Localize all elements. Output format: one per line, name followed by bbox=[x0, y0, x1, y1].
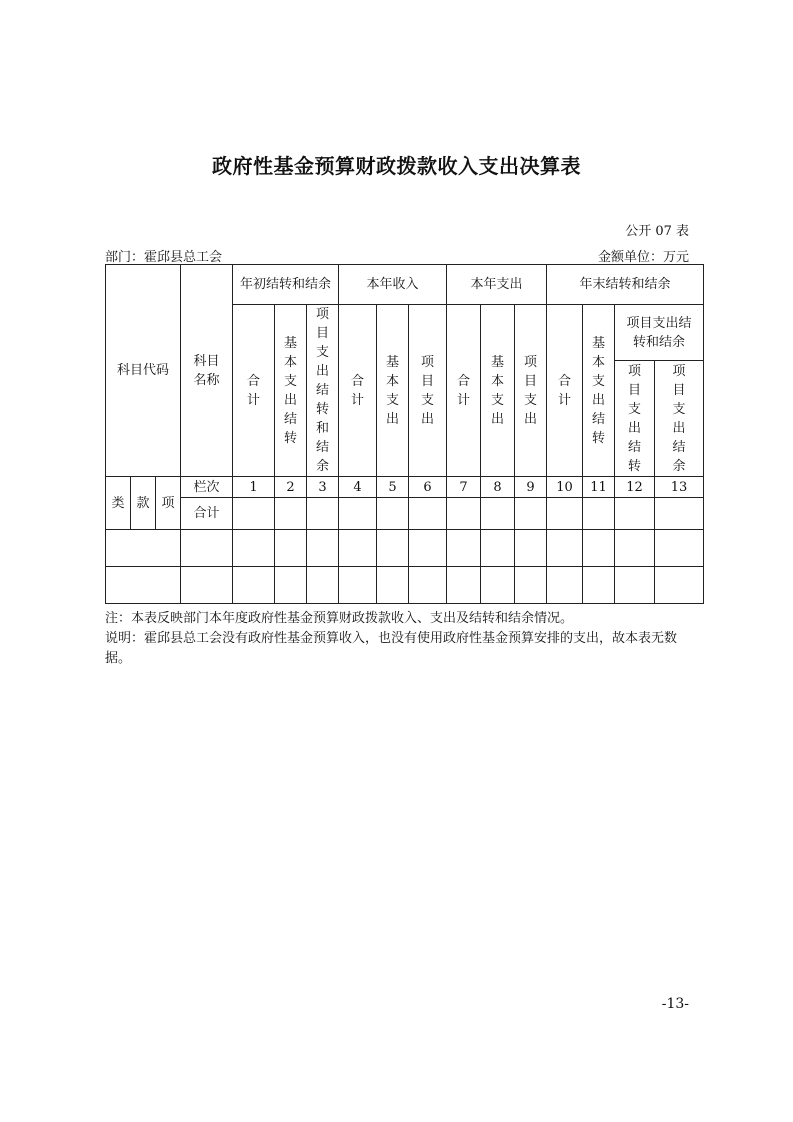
table-cell bbox=[233, 567, 275, 604]
table-cell bbox=[547, 567, 583, 604]
table-cell bbox=[655, 498, 704, 530]
table-cell bbox=[409, 498, 447, 530]
table-cell bbox=[515, 567, 547, 604]
table-cell bbox=[377, 567, 409, 604]
table-cell bbox=[275, 498, 307, 530]
table-cell bbox=[615, 530, 655, 567]
table-cell bbox=[447, 498, 481, 530]
group-begin-header: 年初结转和结余 bbox=[233, 265, 339, 305]
table-cell bbox=[515, 530, 547, 567]
col-number: 9 bbox=[515, 477, 547, 498]
expense-total-header: 合计 bbox=[447, 305, 481, 477]
begin-total-header: 合计 bbox=[233, 305, 275, 477]
subject-name-header: 科目名称 bbox=[181, 265, 233, 477]
notes bbox=[105, 609, 697, 669]
fund-budget-table bbox=[105, 264, 704, 604]
note-text: 注：本表反映部门本年度政府性基金预算财政拨款收入、支出及结转和结余情况。 bbox=[105, 611, 574, 626]
table-cell bbox=[307, 567, 339, 604]
kuan-header: 款 bbox=[131, 477, 156, 530]
table-cell bbox=[339, 567, 377, 604]
income-total-header: 合计 bbox=[339, 305, 377, 477]
page-number: -13- bbox=[661, 996, 689, 1012]
table-cell bbox=[106, 567, 181, 604]
lei-header: 类 bbox=[106, 477, 131, 530]
table-cell bbox=[275, 567, 307, 604]
page-title: 政府性基金预算财政拨款收入支出决算表 bbox=[212, 154, 581, 178]
col-number: 2 bbox=[275, 477, 307, 498]
expense-basic-header: 基本支出 bbox=[481, 305, 515, 477]
col-number: 3 bbox=[307, 477, 339, 498]
total-row-label: 合计 bbox=[181, 498, 233, 530]
subject-code-header: 科目代码 bbox=[106, 265, 181, 477]
table-cell bbox=[547, 498, 583, 530]
table-cell bbox=[409, 530, 447, 567]
col-number: 11 bbox=[583, 477, 615, 498]
end-basic-carry-header: 基本支出结转 bbox=[583, 305, 615, 477]
table-cell bbox=[447, 530, 481, 567]
table-cell bbox=[339, 530, 377, 567]
expense-project-header: 项目支出 bbox=[515, 305, 547, 477]
table-cell bbox=[655, 530, 704, 567]
end-project-carry-header: 项目支出结转 bbox=[615, 361, 655, 477]
begin-project-carry-surplus-header: 项目支出结转和结余 bbox=[307, 305, 339, 477]
table-cell bbox=[233, 498, 275, 530]
table-cell bbox=[377, 498, 409, 530]
income-project-header: 项目支出 bbox=[409, 305, 447, 477]
col-number: 4 bbox=[339, 477, 377, 498]
group-end-header: 年末结转和结余 bbox=[547, 265, 704, 305]
table-cell bbox=[409, 567, 447, 604]
income-basic-header: 基本支出 bbox=[377, 305, 409, 477]
table-cell bbox=[583, 530, 615, 567]
table-row bbox=[106, 567, 704, 604]
begin-basic-carry-header: 基本支出结转 bbox=[275, 305, 307, 477]
table-cell bbox=[615, 498, 655, 530]
table-cell bbox=[307, 530, 339, 567]
department-label: 部门：霍邱县总工会 bbox=[105, 250, 223, 265]
table-cell bbox=[583, 498, 615, 530]
table-cell bbox=[615, 567, 655, 604]
xiang-header: 项 bbox=[156, 477, 181, 530]
col-number: 7 bbox=[447, 477, 481, 498]
explain-text: 说明：霍邱县总工会没有政府性基金预算收入，也没有使用政府性基金预算安排的支出，故本表无数据。 bbox=[105, 631, 678, 666]
table-row bbox=[106, 530, 704, 567]
table-cell bbox=[181, 530, 233, 567]
col-number: 6 bbox=[409, 477, 447, 498]
col-index-label: 栏次 bbox=[181, 477, 233, 498]
col-number: 13 bbox=[655, 477, 704, 498]
table-cell bbox=[583, 567, 615, 604]
table-cell bbox=[181, 567, 233, 604]
end-project-surplus-header: 项目支出结余 bbox=[655, 361, 704, 477]
table-cell bbox=[447, 567, 481, 604]
group-income-header: 本年收入 bbox=[339, 265, 447, 305]
group-expense-header: 本年支出 bbox=[447, 265, 547, 305]
table-cell bbox=[233, 530, 275, 567]
end-total-header: 合计 bbox=[547, 305, 583, 477]
table-cell bbox=[481, 567, 515, 604]
table-cell bbox=[515, 498, 547, 530]
end-project-header: 项目支出结转和结余 bbox=[615, 305, 704, 361]
table-cell bbox=[481, 498, 515, 530]
table-cell bbox=[481, 530, 515, 567]
unit-label: 金额单位：万元 bbox=[597, 250, 689, 265]
col-number: 8 bbox=[481, 477, 515, 498]
col-number: 10 bbox=[547, 477, 583, 498]
table-cell bbox=[377, 530, 409, 567]
table-cell bbox=[339, 498, 377, 530]
col-number: 12 bbox=[615, 477, 655, 498]
table-cell bbox=[655, 567, 704, 604]
col-number: 1 bbox=[233, 477, 275, 498]
table-cell bbox=[547, 530, 583, 567]
table-cell bbox=[307, 498, 339, 530]
table-cell bbox=[275, 530, 307, 567]
table-code: 公开 07 表 bbox=[625, 224, 689, 239]
col-number: 5 bbox=[377, 477, 409, 498]
table-cell bbox=[106, 530, 181, 567]
